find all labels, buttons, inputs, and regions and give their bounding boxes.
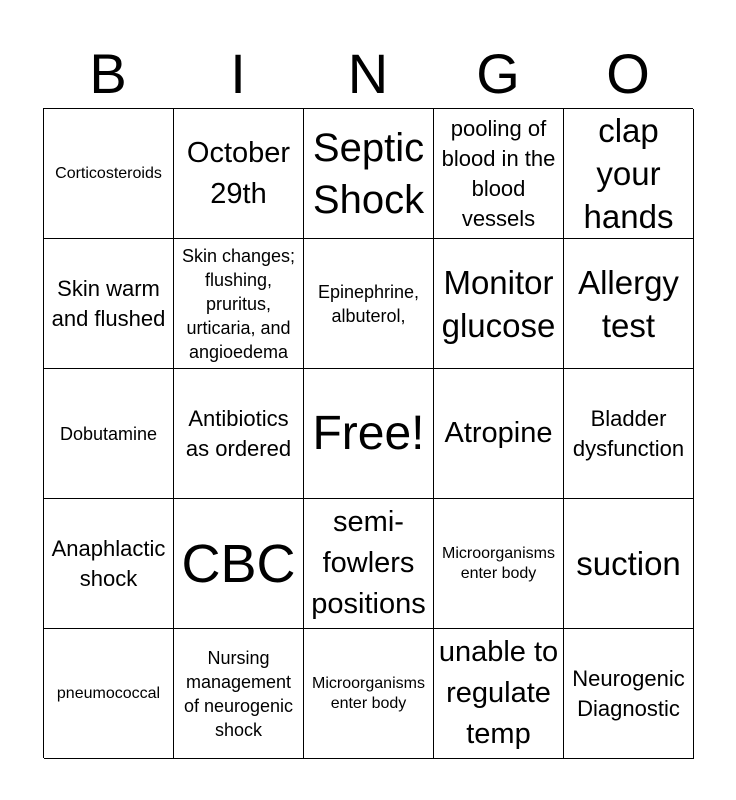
cell-text: Bladder dysfunction xyxy=(572,405,685,461)
bingo-cell[interactable] xyxy=(434,109,564,239)
bingo-cell[interactable] xyxy=(304,499,434,629)
cell-text: October 29th xyxy=(186,136,291,210)
bingo-cell[interactable] xyxy=(564,629,694,759)
bingo-cell[interactable] xyxy=(44,499,174,629)
bingo-cell[interactable] xyxy=(44,629,174,759)
bingo-cell[interactable] xyxy=(174,239,304,369)
cell-text: Skin warm and flushed xyxy=(51,275,166,331)
cell-text: Dobutamine xyxy=(59,423,158,444)
bingo-cell[interactable] xyxy=(174,369,304,499)
cell-text: CBC xyxy=(181,533,296,594)
header-letter-i: I xyxy=(230,42,246,105)
cell-text: pneumococcal xyxy=(56,684,161,702)
cell-text: Monitor glucose xyxy=(441,263,556,344)
cell-text: Epinephrine, albuterol, xyxy=(317,281,420,326)
bingo-cell[interactable] xyxy=(304,629,434,759)
bingo-cell[interactable] xyxy=(174,109,304,239)
bingo-cell-free[interactable] xyxy=(304,369,434,499)
cell-text: Corticosteroids xyxy=(55,164,162,182)
cell-text: Antibiotics as ordered xyxy=(185,405,292,461)
bingo-cell[interactable] xyxy=(434,369,564,499)
bingo-header xyxy=(43,40,693,108)
cell-text: suction xyxy=(576,545,681,582)
cell-text: clap your hands xyxy=(583,112,674,235)
bingo-cell[interactable] xyxy=(174,499,304,629)
cell-text: Allergy test xyxy=(578,263,679,344)
bingo-cell[interactable] xyxy=(44,109,174,239)
cell-text: Free! xyxy=(312,406,425,460)
header-letter-o: O xyxy=(606,42,650,105)
cell-text: Atropine xyxy=(444,417,553,449)
bingo-cell[interactable] xyxy=(304,239,434,369)
cell-text: semi-fowlers positions xyxy=(311,506,426,620)
header-letter-n: N xyxy=(347,42,389,105)
bingo-cell[interactable] xyxy=(564,109,694,239)
cell-text: Septic Shock xyxy=(312,125,425,222)
header-letter-g: G xyxy=(476,42,520,105)
cell-text: unable to regulate temp xyxy=(438,636,559,750)
bingo-cell[interactable] xyxy=(564,239,694,369)
bingo-cell[interactable] xyxy=(434,629,564,759)
cell-text: Microorganisms enter body xyxy=(442,544,555,582)
cell-text: Skin changes; flushing, pruritus, urticaria, and angioedema xyxy=(181,245,296,362)
cell-text: Microorganisms enter body xyxy=(312,674,425,712)
bingo-cell[interactable] xyxy=(434,239,564,369)
cell-text: pooling of blood in the blood vessels xyxy=(441,115,556,231)
bingo-cell[interactable] xyxy=(564,499,694,629)
bingo-card xyxy=(43,108,693,758)
cell-text: Anaphlactic shock xyxy=(51,535,166,591)
bingo-cell[interactable] xyxy=(434,499,564,629)
bingo-cell[interactable] xyxy=(44,369,174,499)
cell-text: Neurogenic Diagnostic xyxy=(572,665,685,721)
cell-text: Nursing management of neurogenic shock xyxy=(183,647,294,740)
header-letter-b: B xyxy=(89,42,127,105)
bingo-cell[interactable] xyxy=(564,369,694,499)
bingo-cell[interactable] xyxy=(44,239,174,369)
bingo-cell[interactable] xyxy=(174,629,304,759)
bingo-cell[interactable] xyxy=(304,109,434,239)
